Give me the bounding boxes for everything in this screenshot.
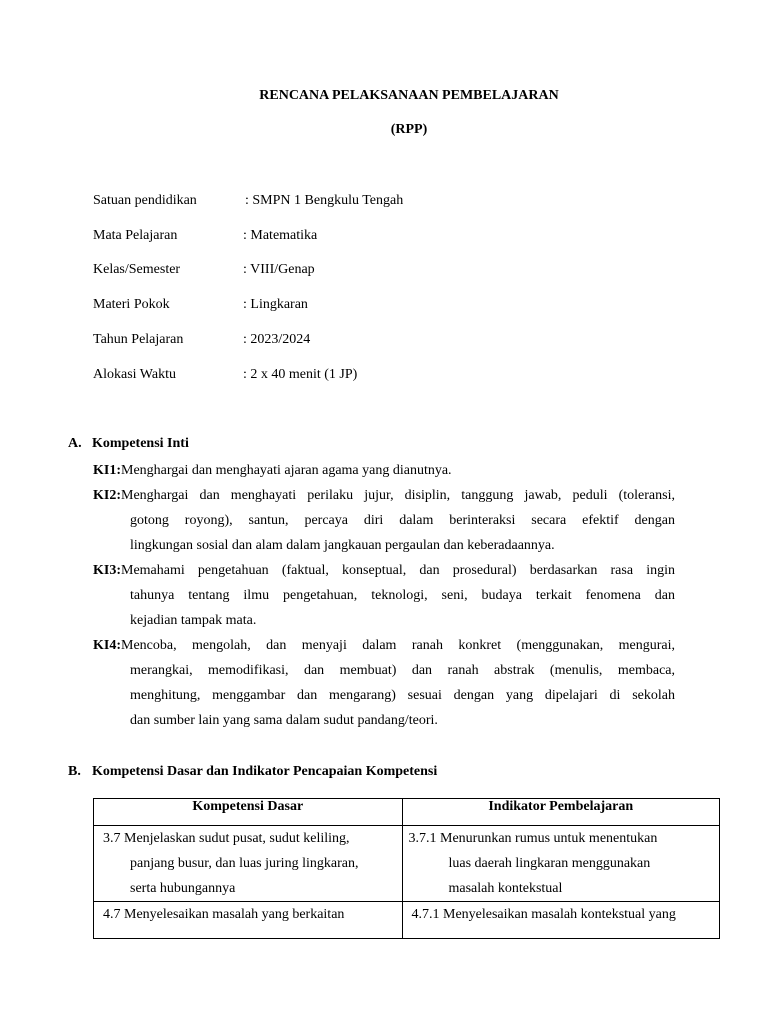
table-cell-indicator	[402, 902, 720, 939]
table-row	[94, 902, 720, 939]
ki-code: KI1:	[93, 463, 121, 478]
section-b-heading	[68, 764, 437, 780]
identity-label: Satuan pendidikan	[93, 193, 197, 208]
table-cell-kd	[94, 902, 403, 939]
competency-table	[93, 798, 720, 939]
ki-list	[93, 458, 675, 733]
table-row	[94, 826, 720, 902]
ki-item	[93, 558, 675, 583]
table-cell-indicator	[402, 826, 720, 902]
ki-text: Mencoba, mengolah, dan menyaji dalam ranah konkret (menggunakan, mengurai,	[121, 638, 675, 653]
cell-text: 4.7 Menyelesaikan masalah yang berkaitan	[103, 907, 345, 922]
cell-text: panjang busur, dan luas juring lingkaran,	[130, 856, 359, 871]
ki-text: gotong royong), santun, percaya diri dalam berinteraksi secara efektif dengan	[130, 513, 675, 528]
ki-text: tahunya tentang ilmu pengetahuan, teknologi, seni, budaya terkait fenomena dan	[130, 588, 675, 603]
section-title: Kompetensi Inti	[92, 436, 189, 451]
ki-text: dan sumber lain yang sama dalam sudut pandang/teori.	[130, 713, 438, 728]
identity-label: Kelas/Semester	[93, 262, 181, 277]
ki-code: KI4:	[93, 638, 121, 653]
ki-text: Memahami pengetahuan (faktual, konseptual, dan prosedural) berdasarkan rasa ingin	[121, 563, 675, 578]
section-title: Kompetensi Dasar dan Indikator Pencapaian Kompetensi	[92, 764, 438, 779]
ki-text: Menghargai dan menghayati ajaran agama yang dianutnya.	[121, 463, 452, 478]
document-title: RENCANA PELAKSANAAN PEMBELAJARAN	[259, 88, 559, 103]
identity-label: Tahun Pelajaran	[93, 332, 184, 347]
identity-label: Mata Pelajaran	[93, 228, 178, 243]
table-cell-kd	[94, 826, 403, 902]
table-header-cell: Kompetensi Dasar	[94, 799, 403, 826]
ki-text: kejadian tampak mata.	[130, 613, 257, 628]
identity-label: Alokasi Waktu	[93, 367, 176, 382]
cell-text: 4.7.1 Menyelesaikan masalah kontekstual yang	[411, 907, 676, 922]
cell-text: 3.7 Menjelaskan sudut pusat, sudut keliling,	[103, 831, 350, 846]
document-subtitle: (RPP)	[390, 122, 428, 137]
identity-value: : SMPN 1 Bengkulu Tengah	[245, 193, 404, 208]
identity-value: : Matematika	[243, 228, 318, 243]
ki-item	[93, 458, 675, 483]
cell-text: masalah kontekstual	[448, 881, 563, 896]
ki-item	[93, 483, 675, 508]
ki-text: lingkungan sosial dan alam dalam jangkauan pergaulan dan keberadaannya.	[130, 538, 555, 553]
ki-code: KI2:	[93, 488, 121, 503]
ki-text: merangkai, memodifikasi, dan membuat) dan ranah abstrak (menulis, membaca,	[130, 663, 675, 678]
identity-value: : 2 x 40 menit (1 JP)	[243, 367, 358, 382]
identity-value: : Lingkaran	[243, 297, 308, 312]
section-number: A.	[68, 436, 82, 451]
ki-text: menghitung, menggambar dan mengarang) sesuai dengan yang dipelajari di sekolah	[130, 688, 675, 703]
ki-item	[93, 633, 675, 658]
identity-label: Materi Pokok	[93, 297, 170, 312]
cell-text: luas daerah lingkaran menggunakan	[448, 856, 651, 871]
table-header-cell: Indikator Pembelajaran	[402, 799, 720, 826]
identity-value: : 2023/2024	[243, 332, 311, 347]
cell-text: serta hubungannya	[130, 881, 236, 896]
identity-value: : VIII/Genap	[243, 262, 315, 277]
cell-text: 3.7.1 Menurunkan rumus untuk menentukan	[408, 831, 658, 846]
table-header-row	[94, 799, 720, 826]
section-a-heading	[68, 436, 189, 452]
section-number: B.	[68, 764, 81, 779]
ki-text: Menghargai dan menghayati perilaku jujur, disiplin, tanggung jawab, peduli (toleransi,	[121, 488, 675, 503]
ki-code: KI3:	[93, 563, 121, 578]
